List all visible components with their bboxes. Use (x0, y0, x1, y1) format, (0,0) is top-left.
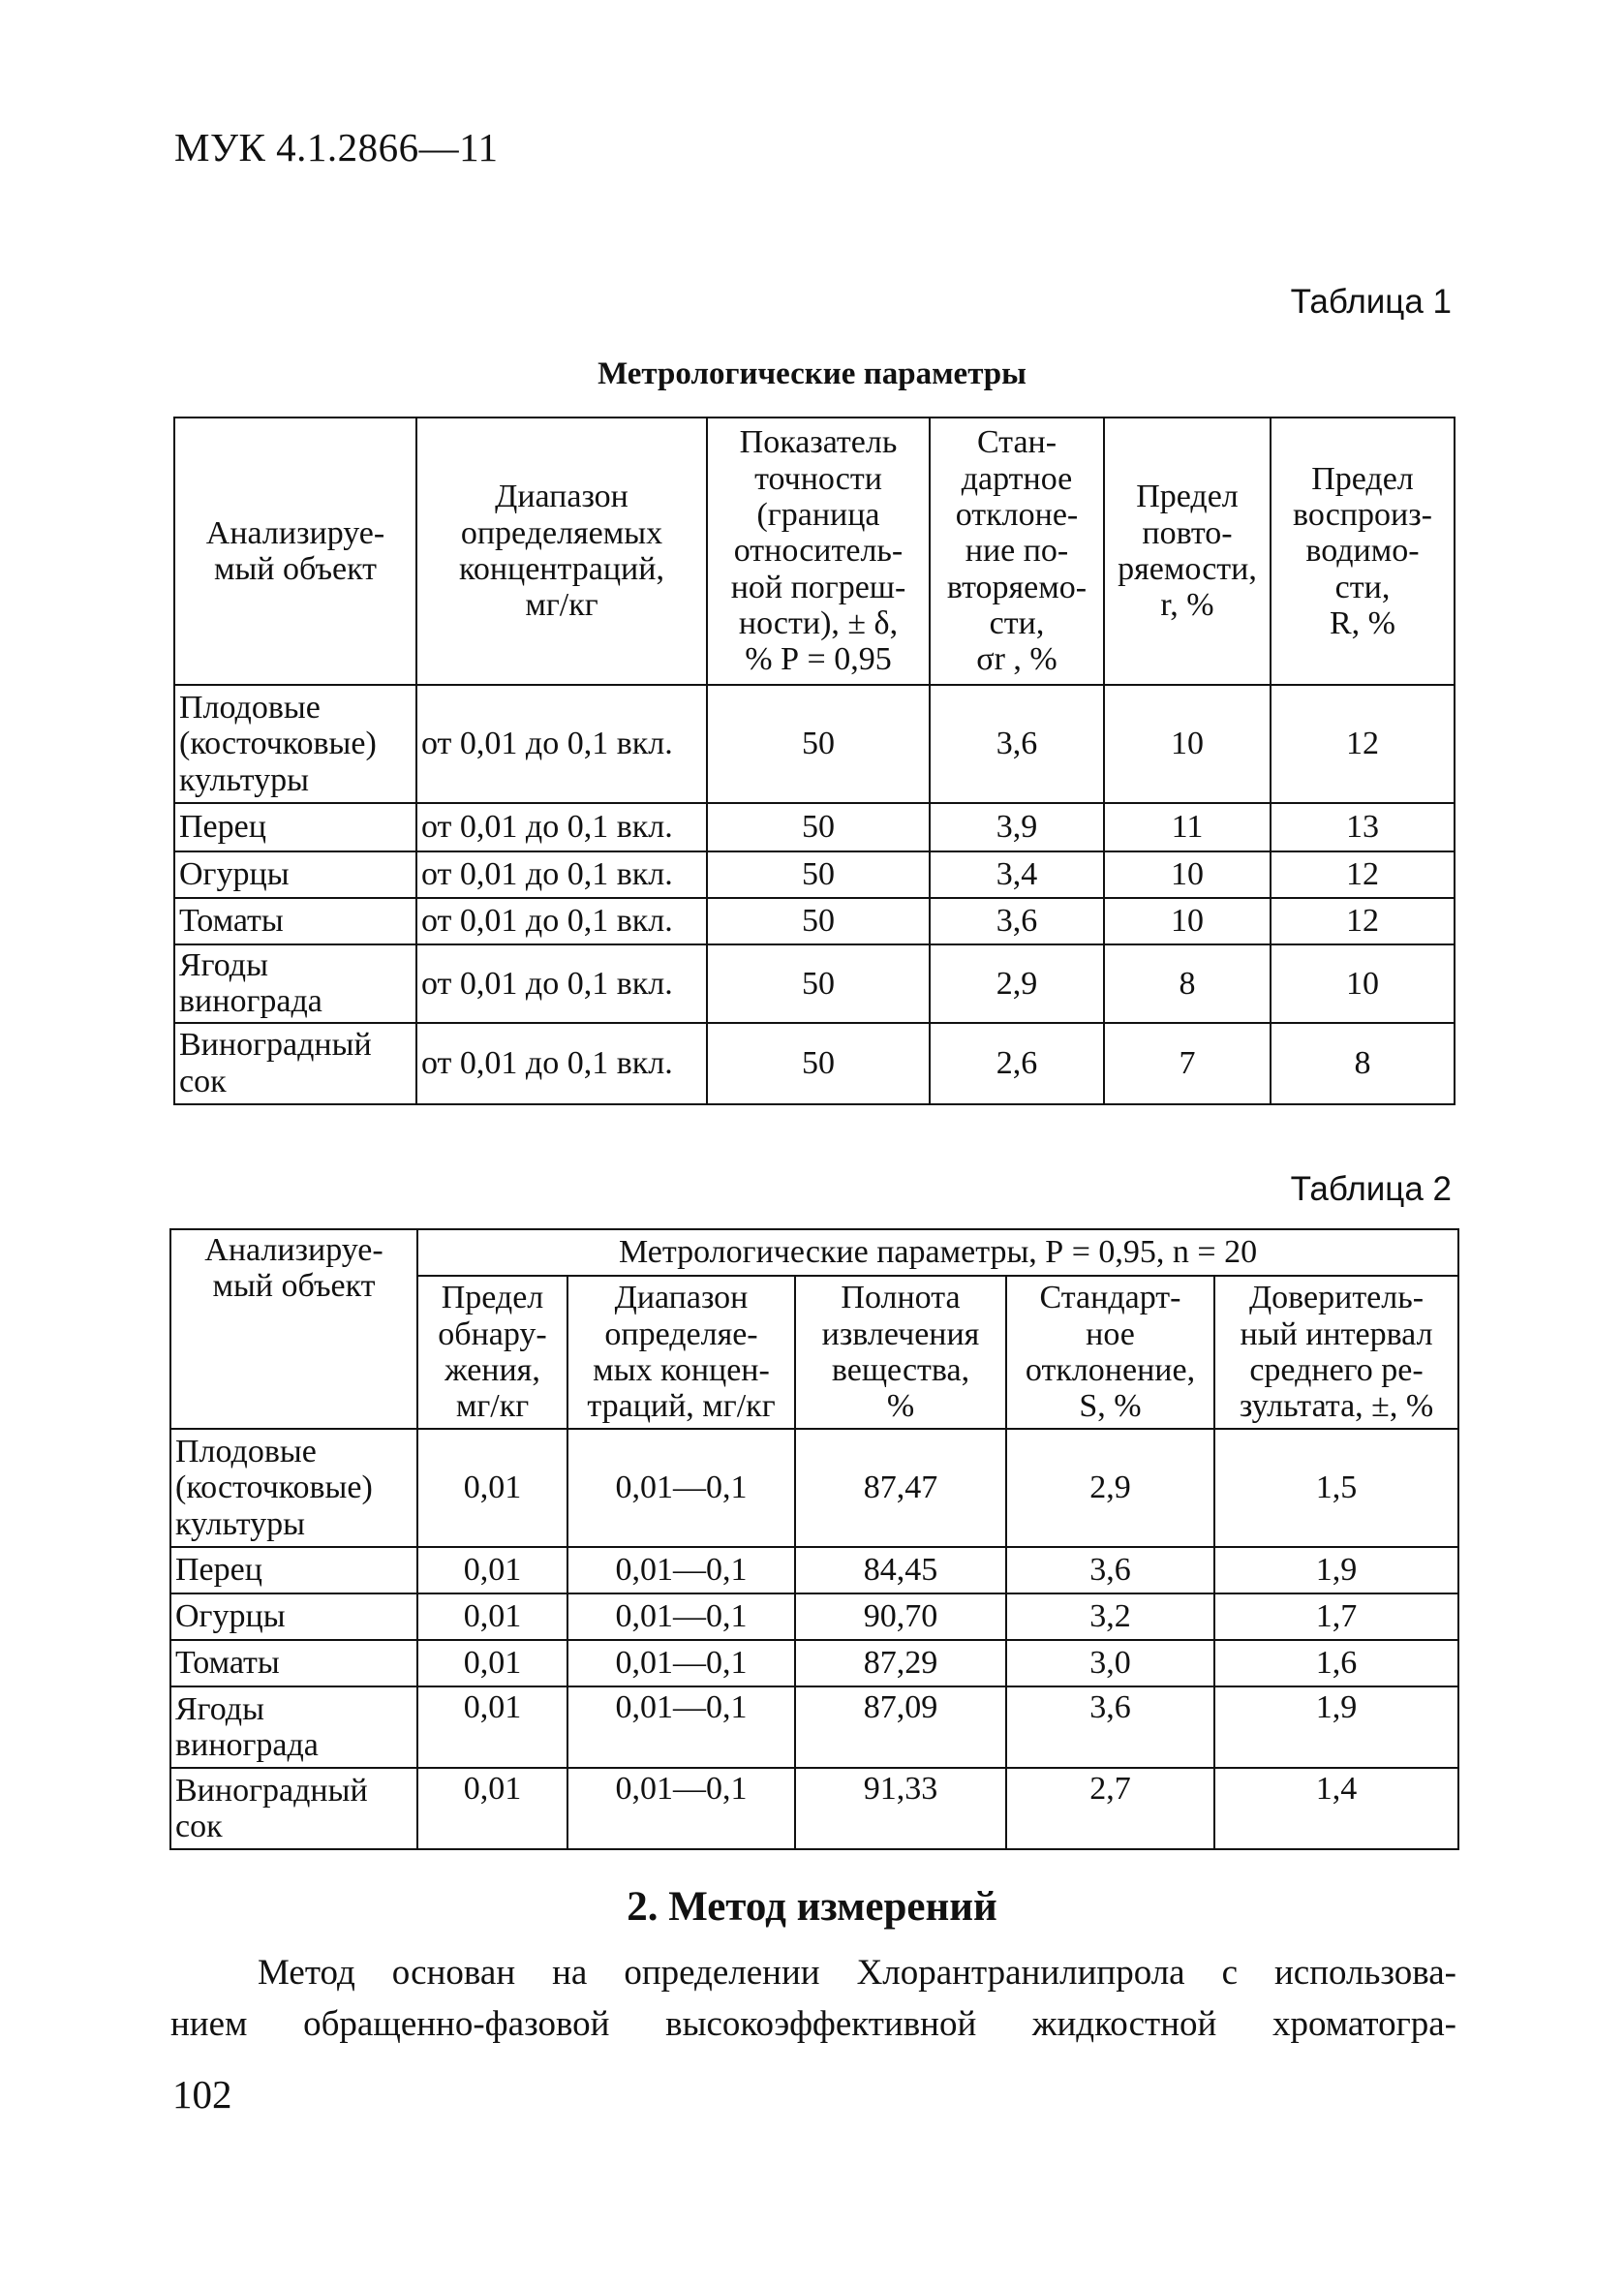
table-cell: 0,01—0,1 (567, 1640, 795, 1686)
table-cell: 12 (1271, 685, 1455, 803)
table-cell: 84,45 (795, 1547, 1006, 1593)
table-cell: 50 (707, 898, 930, 944)
table-cell: 0,01 (417, 1686, 567, 1768)
row-label: Плодовые (косточковые) культуры (170, 1429, 417, 1547)
table-cell: 2,7 (1006, 1768, 1214, 1849)
table-cell: 3,6 (930, 898, 1104, 944)
table-cell: 0,01—0,1 (567, 1768, 795, 1849)
table-cell: 1,7 (1214, 1593, 1458, 1640)
table-cell: 0,01 (417, 1547, 567, 1593)
table2-label: Таблица 2 (1290, 1170, 1452, 1208)
row-label: Ягоды винограда (174, 944, 416, 1023)
table-cell: 91,33 (795, 1768, 1006, 1849)
table2-group-header-row (170, 1229, 1458, 1276)
table1-header-cell: Предел повто- ряемости, r, % (1104, 418, 1271, 685)
table-cell: 0,01 (417, 1640, 567, 1686)
table1-title: Метрологические параметры (598, 356, 1026, 391)
table-cell: 0,01—0,1 (567, 1593, 795, 1640)
row-label: Перец (174, 803, 416, 851)
table1-header-cell: Анализируе- мый объект (174, 418, 416, 685)
table-row (174, 685, 1455, 803)
table2-header-cell: Полнота извлечения вещества, % (795, 1276, 1006, 1429)
table-cell: 0,01 (417, 1593, 567, 1640)
table1-header-cell: Показатель точности (граница относитель- ной погреш- ности), ± δ, % Р = 0,95 (707, 418, 930, 685)
table-row (174, 803, 1455, 851)
table1-header-cell: Предел воспроиз- водимо- сти, R, % (1271, 418, 1455, 685)
table1 (173, 417, 1455, 1105)
table-cell: 0,01—0,1 (567, 1686, 795, 1768)
table-row (170, 1593, 1458, 1640)
table-cell: 7 (1104, 1023, 1271, 1104)
table-cell: от 0,01 до 0,1 вкл. (416, 944, 707, 1023)
table1-header-cell: Стан- дартное отклоне- ние по- вторяемо- сти, σr , % (930, 418, 1104, 685)
row-label: Плодовые (косточковые) культуры (174, 685, 416, 803)
row-label: Перец (170, 1547, 417, 1593)
table-cell: 12 (1271, 851, 1455, 898)
table-cell: 1,6 (1214, 1640, 1458, 1686)
table1-header-cell: Диапазон определяемых концентраций, мг/кг (416, 418, 707, 685)
table2-header-cell: Диапазон определяе- мых концен- траций, мг/кг (567, 1276, 795, 1429)
table2-header-object: Анализируе- мый объект (170, 1229, 417, 1429)
table-cell: 13 (1271, 803, 1455, 851)
table-cell: 10 (1104, 898, 1271, 944)
table-cell: 10 (1271, 944, 1455, 1023)
table2-header-cell: Доверитель- ный интервал среднего ре- зультата, ±, % (1214, 1276, 1458, 1429)
row-label: Виноградный сок (170, 1768, 417, 1849)
table-row (170, 1640, 1458, 1686)
table-cell: 2,9 (930, 944, 1104, 1023)
table-cell: 87,09 (795, 1686, 1006, 1768)
table2-header-cell: Предел обнару- жения, мг/кг (417, 1276, 567, 1429)
table-cell: 8 (1104, 944, 1271, 1023)
table-cell: 0,01 (417, 1429, 567, 1547)
table2-header-group: Метрологические параметры, Р = 0,95, n = 20 (417, 1229, 1458, 1276)
row-label: Виноградный сок (174, 1023, 416, 1104)
paragraph-line-1: Метод основан на определении Хлорантранилипрола с использова- (258, 1953, 1456, 1993)
table-cell: 50 (707, 685, 930, 803)
table-cell: от 0,01 до 0,1 вкл. (416, 898, 707, 944)
table-cell: 2,6 (930, 1023, 1104, 1104)
table-cell: 0,01 (417, 1768, 567, 1849)
row-label: Томаты (170, 1640, 417, 1686)
table1-label: Таблица 1 (1290, 283, 1452, 321)
row-label: Огурцы (174, 851, 416, 898)
table-cell: 1,4 (1214, 1768, 1458, 1849)
table-row (174, 851, 1455, 898)
table-cell: 50 (707, 944, 930, 1023)
table-cell: 3,6 (1006, 1686, 1214, 1768)
row-label: Огурцы (170, 1593, 417, 1640)
table-cell: 12 (1271, 898, 1455, 944)
table-cell: 3,4 (930, 851, 1104, 898)
table-cell: 87,47 (795, 1429, 1006, 1547)
table-cell: 87,29 (795, 1640, 1006, 1686)
table-cell: 3,2 (1006, 1593, 1214, 1640)
table-row (174, 1023, 1455, 1104)
row-label: Томаты (174, 898, 416, 944)
paragraph-line-2: нием обращенно-фазовой высокоэффективной жидкостной хроматогра- (170, 2004, 1456, 2044)
table-cell: 3,0 (1006, 1640, 1214, 1686)
table1-header-row (174, 418, 1455, 685)
table-cell: 8 (1271, 1023, 1455, 1104)
table-cell: от 0,01 до 0,1 вкл. (416, 1023, 707, 1104)
table-cell: 1,9 (1214, 1686, 1458, 1768)
table-row (174, 898, 1455, 944)
table-cell: 1,5 (1214, 1429, 1458, 1547)
table-cell: 50 (707, 1023, 930, 1104)
page-number: 102 (172, 2072, 232, 2117)
table-cell: 0,01—0,1 (567, 1547, 795, 1593)
table2 (169, 1228, 1459, 1850)
table-row (170, 1686, 1458, 1768)
table-cell: 3,9 (930, 803, 1104, 851)
table-cell: от 0,01 до 0,1 вкл. (416, 685, 707, 803)
table2-header-cell: Стандарт- ное отклонение, S, % (1006, 1276, 1214, 1429)
table-cell: 3,6 (1006, 1547, 1214, 1593)
table-row (170, 1429, 1458, 1547)
table-cell: 11 (1104, 803, 1271, 851)
table-cell: 10 (1104, 685, 1271, 803)
table-cell: 1,9 (1214, 1547, 1458, 1593)
table-cell: 3,6 (930, 685, 1104, 803)
section-title: 2. Метод измерений (627, 1884, 997, 1930)
table-row (170, 1547, 1458, 1593)
document-header: МУК 4.1.2866—11 (174, 125, 499, 170)
table-row (170, 1768, 1458, 1849)
table-cell: 90,70 (795, 1593, 1006, 1640)
table-cell: от 0,01 до 0,1 вкл. (416, 803, 707, 851)
table-cell: 50 (707, 803, 930, 851)
table-cell: от 0,01 до 0,1 вкл. (416, 851, 707, 898)
table-cell: 10 (1104, 851, 1271, 898)
table-cell: 50 (707, 851, 930, 898)
row-label: Ягоды винограда (170, 1686, 417, 1768)
table-row (174, 944, 1455, 1023)
table-cell: 0,01—0,1 (567, 1429, 795, 1547)
table-cell: 2,9 (1006, 1429, 1214, 1547)
